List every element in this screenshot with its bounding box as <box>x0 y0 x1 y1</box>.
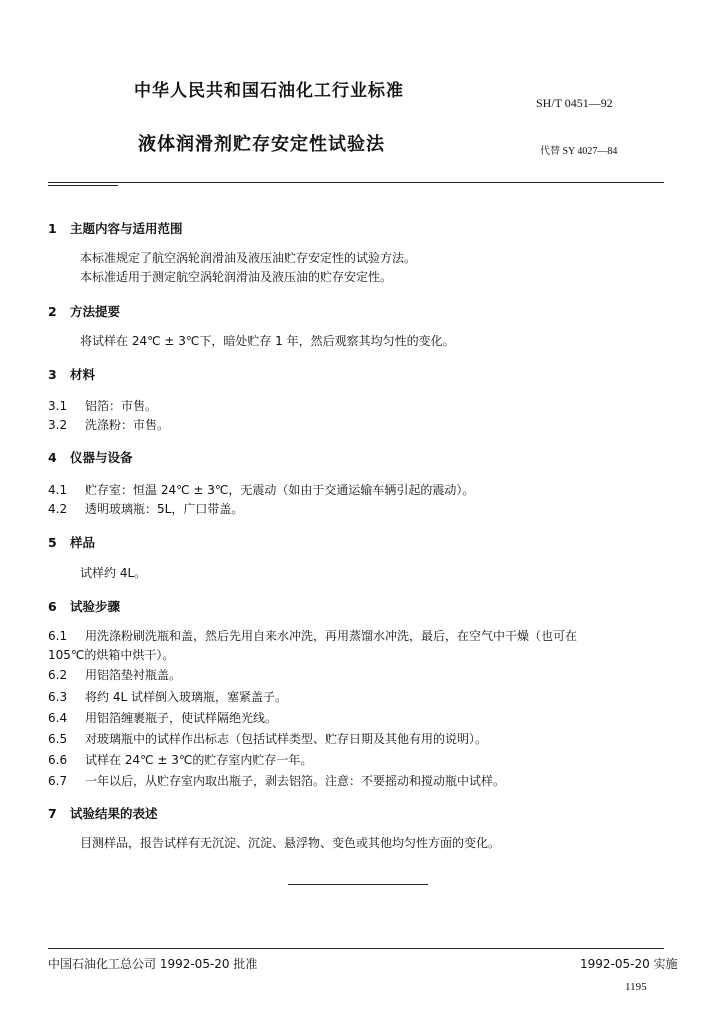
paragraph: 试样约 4L。 <box>80 566 147 580</box>
list-item <box>48 772 505 789</box>
item-number: 4.2 <box>48 502 68 516</box>
approval-note: 中国石油化工总公司 1992-05-20 批准 <box>48 957 258 971</box>
item-number: 6.5 <box>48 732 68 746</box>
item-text: 将约 4L 试样倒入玻璃瓶，塞紧盖子。 <box>85 690 287 704</box>
document-title: 液体润滑剂贮存安定性试验法 <box>138 134 385 155</box>
item-text: 用铝箔缠裹瓶子，使试样隔绝光线。 <box>85 711 278 725</box>
paragraph: 目测样品，报告试样有无沉淀、沉淀、悬浮物、变色或其他均匀性方面的变化。 <box>80 836 501 850</box>
section-number: 5 <box>48 535 57 550</box>
section-heading <box>48 302 120 320</box>
list-item <box>48 500 243 517</box>
paragraph: 本标准适用于测定航空涡轮润滑油及液压油的贮存安定性。 <box>80 270 393 284</box>
item-text: 一年以后，从贮存室内取出瓶子，剥去铝箔。注意：不要摇动和搅动瓶中试样。 <box>85 774 506 788</box>
item-number: 6.7 <box>48 774 68 788</box>
item-text-continued: 105℃的烘箱中烘干）。 <box>48 648 175 662</box>
list-item <box>48 666 181 683</box>
item-number: 4.1 <box>48 483 68 497</box>
section-heading <box>48 365 95 383</box>
item-number: 6.6 <box>48 753 68 767</box>
list-item <box>48 397 157 414</box>
org-title: 中华人民共和国石油化工行业标准 <box>134 81 404 101</box>
list-item <box>48 709 277 726</box>
section-title: 材料 <box>70 367 96 382</box>
section-title: 样品 <box>70 535 96 550</box>
section-heading <box>48 804 158 822</box>
end-rule <box>288 884 428 885</box>
item-number: 6.4 <box>48 711 68 725</box>
list-item <box>48 751 312 768</box>
item-text: 贮存室：恒温 24℃ ± 3℃，无震动（如由于交通运输车辆引起的震动）。 <box>85 483 475 497</box>
item-number: 3.2 <box>48 418 68 432</box>
section-title: 方法提要 <box>70 304 121 319</box>
list-item <box>48 730 487 747</box>
item-number: 3.1 <box>48 399 68 413</box>
section-number: 7 <box>48 806 57 821</box>
effective-date: 1992-05-20 实施 <box>580 957 678 971</box>
list-item <box>48 416 169 433</box>
section-number: 2 <box>48 304 57 319</box>
item-text: 透明玻璃瓶：5L，广口带盖。 <box>85 502 244 516</box>
page-number: 1195 <box>625 981 647 993</box>
footer-rule <box>48 948 664 949</box>
item-text: 用洗涤粉刷洗瓶和盖，然后先用自来水冲洗，再用蒸馏水冲洗，最后，在空气中干燥（也可在 <box>85 629 578 643</box>
section-number: 3 <box>48 367 57 382</box>
section-heading <box>48 448 133 466</box>
list-item <box>48 481 474 498</box>
list-item <box>48 688 287 705</box>
header-rule-short <box>48 185 118 186</box>
section-number: 6 <box>48 599 57 614</box>
paragraph: 将试样在 24℃ ± 3℃下，暗处贮存 1 年，然后观察其均匀性的变化。 <box>80 334 455 348</box>
paragraph: 本标准规定了航空涡轮润滑油及液压油贮存安定性的试验方法。 <box>80 251 417 265</box>
item-number: 6.1 <box>48 629 68 643</box>
section-heading <box>48 533 95 551</box>
section-title: 仪器与设备 <box>70 450 133 465</box>
item-text: 洗涤粉：市售。 <box>85 418 170 432</box>
standard-number: SH/T 0451—92 <box>536 96 613 110</box>
replaces-note: 代替 SY 4027—84 <box>540 146 618 157</box>
section-heading <box>48 597 120 615</box>
item-text: 铝箔：市售。 <box>85 399 158 413</box>
item-number: 6.3 <box>48 690 68 704</box>
list-item <box>48 627 577 644</box>
item-text: 对玻璃瓶中的试样作出标志（包括试样类型、贮存日期及其他有用的说明）。 <box>85 732 488 746</box>
section-title: 试验结果的表述 <box>70 806 158 821</box>
section-number: 1 <box>48 221 57 236</box>
header-rule <box>48 182 664 183</box>
section-title: 试验步骤 <box>70 599 121 614</box>
item-text: 用铝箔垫衬瓶盖。 <box>85 668 182 682</box>
section-heading <box>48 219 183 237</box>
item-number: 6.2 <box>48 668 68 682</box>
section-title: 主题内容与适用范围 <box>70 221 183 236</box>
item-text: 试样在 24℃ ± 3℃的贮存室内贮存一年。 <box>85 753 313 767</box>
section-number: 4 <box>48 450 57 465</box>
